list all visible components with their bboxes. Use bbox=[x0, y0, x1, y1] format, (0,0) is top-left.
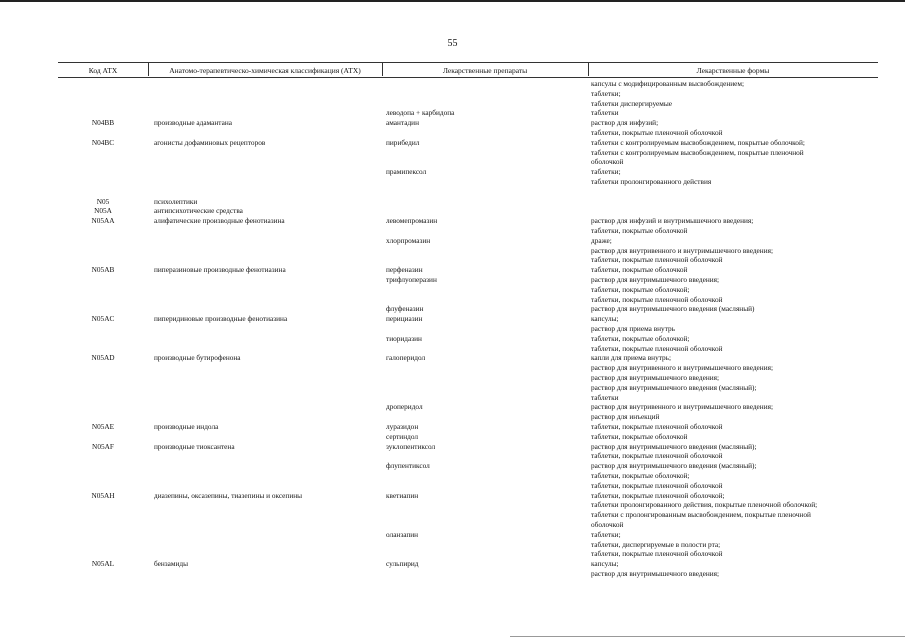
atc-class: агонисты дофаминовых рецепторов bbox=[154, 137, 266, 147]
dosage-form: раствор для внутримышечного введения (масляный); bbox=[591, 441, 757, 451]
drug-name: пирибедил bbox=[386, 137, 420, 147]
drug-name: луразидон bbox=[386, 422, 419, 431]
dosage-form: таблетки, покрытые пленочной оболочкой bbox=[591, 294, 723, 304]
atc-class: производные бутирофенона bbox=[154, 353, 241, 363]
atc-class: пиперазиновые производные фенотиазина bbox=[154, 265, 286, 275]
header-atc-code: Код АТХ bbox=[88, 66, 118, 75]
drug-name: сертиндол bbox=[386, 431, 419, 441]
drug-name: амантадин bbox=[386, 118, 419, 128]
atc-code: N05AC bbox=[91, 314, 115, 324]
drug-name: перициазин bbox=[386, 314, 423, 324]
atc-code: N05A bbox=[94, 206, 112, 216]
dosage-form: раствор для внутримышечного введения; bbox=[591, 275, 720, 284]
drug-name: левомепромазин bbox=[386, 216, 438, 226]
header-dosage-forms: Лекарственные формы bbox=[696, 66, 770, 75]
dosage-form: таблетки пролонгированного действия, покрытые пленочной оболочкой; bbox=[591, 500, 818, 510]
atc-code: N05AA bbox=[91, 216, 115, 226]
dosage-form: раствор для внутривенного и внутримышечного введения; bbox=[591, 245, 773, 255]
atc-class: алифатические производные фенотиазина bbox=[154, 216, 285, 226]
dosage-form: раствор для внутримышечного введения (масляный); bbox=[591, 382, 757, 392]
dosage-form: таблетки; bbox=[591, 167, 621, 177]
dosage-form: капсулы; bbox=[591, 559, 619, 569]
dosage-form: капли для приема внутрь; bbox=[591, 353, 671, 363]
drug-name: флупентиксол bbox=[386, 461, 430, 471]
dosage-form: раствор для внутримышечного введения; bbox=[591, 569, 720, 578]
drug-name: прамипексол bbox=[386, 167, 427, 177]
dosage-form: драже; bbox=[591, 235, 612, 245]
drug-name: кветиапин bbox=[386, 490, 419, 500]
atc-class: производные тиоксантена bbox=[154, 441, 235, 451]
dosage-form: таблетки, покрытые пленочной оболочкой bbox=[591, 549, 723, 559]
atc-code: N05AF bbox=[92, 441, 114, 451]
dosage-form: раствор для инфузий; bbox=[591, 118, 659, 128]
drug-name: дроперидол bbox=[386, 402, 423, 412]
atc-code: N04BC bbox=[91, 137, 115, 147]
atc-class: психолептики bbox=[154, 196, 198, 206]
dosage-form: таблетки диспергируемые bbox=[591, 98, 673, 108]
dosage-form: таблетки с контролируемым высвобождением, покрытые пленочной bbox=[591, 147, 804, 157]
dosage-form: таблетки, покрытые оболочкой; bbox=[591, 333, 690, 343]
atc-code: N05AL bbox=[91, 559, 115, 569]
bottom-border bbox=[510, 636, 905, 637]
dosage-form: таблетки, покрытые оболочкой; bbox=[591, 471, 690, 480]
drug-name: леводопа + карбидопа bbox=[386, 108, 455, 118]
dosage-form: таблетки bbox=[591, 108, 619, 118]
drug-name: сульпирид bbox=[386, 559, 419, 569]
dosage-form: капсулы с модифицированным высвобождением; bbox=[591, 79, 745, 88]
dosage-form: раствор для внутримышечного введения (масляный); bbox=[591, 461, 757, 471]
dosage-form: раствор для инъекций bbox=[591, 412, 660, 422]
page-number: 55 bbox=[447, 38, 458, 49]
dosage-form: раствор для внутримышечного введения; bbox=[591, 373, 720, 382]
drug-name: зуклопентиксол bbox=[386, 441, 436, 451]
atc-class: бензамиды bbox=[154, 559, 189, 569]
atc-code: N05 bbox=[96, 196, 110, 206]
dosage-form: таблетки; bbox=[591, 529, 621, 539]
drug-name: флуфеназин bbox=[386, 304, 424, 314]
dosage-form: таблетки с пролонгированным высвобождением, покрытые пленочной bbox=[591, 510, 811, 520]
dosage-form: таблетки, покрытые пленочной оболочкой bbox=[591, 480, 723, 490]
dosage-form: таблетки с контролируемым высвобождением, покрытые оболочкой; bbox=[591, 137, 805, 147]
dosage-form: раствор для внутримышечного введения (масляный) bbox=[591, 304, 755, 314]
header-drugs: Лекарственные препараты bbox=[442, 66, 528, 75]
dosage-form: таблетки, покрытые пленочной оболочкой; bbox=[591, 490, 725, 500]
drug-name: трифлуоперазин bbox=[386, 275, 437, 284]
dosage-form: таблетки; bbox=[591, 88, 621, 98]
drug-name: тиоридазин bbox=[386, 333, 422, 343]
drug-name: хлорпромазин bbox=[386, 235, 431, 245]
atc-code: N05AE bbox=[91, 422, 115, 431]
dosage-form: таблетки, покрытые пленочной оболочкой bbox=[591, 422, 723, 431]
dosage-form: раствор для инфузий и внутримышечного введения; bbox=[591, 216, 754, 226]
dosage-form: таблетки пролонгированного действия bbox=[591, 177, 712, 186]
dosage-form: таблетки, покрытые оболочкой bbox=[591, 431, 688, 441]
dosage-form: таблетки, покрытые оболочкой; bbox=[591, 284, 690, 294]
header-atc-classification: Анатомо-терапевтическо-химическая классификация (АТХ) bbox=[169, 66, 361, 75]
atc-code: N05AD bbox=[91, 353, 115, 363]
dosage-form: оболочкой bbox=[591, 520, 624, 529]
dosage-form: таблетки, диспергируемые в полости рта; bbox=[591, 539, 721, 549]
atc-code: N05AH bbox=[91, 490, 115, 500]
dosage-form: таблетки, покрытые оболочкой bbox=[591, 265, 688, 275]
atc-code: N05AB bbox=[91, 265, 115, 275]
dosage-form: таблетки, покрытые оболочкой bbox=[591, 226, 688, 235]
top-border bbox=[0, 0, 905, 2]
dosage-form: раствор для приема внутрь bbox=[591, 324, 675, 333]
atc-class: производные индола bbox=[154, 422, 219, 431]
drug-name: оланзапин bbox=[386, 529, 419, 539]
dosage-form: оболочкой bbox=[591, 157, 624, 167]
atc-class: антипсихотические средства bbox=[154, 206, 243, 216]
dosage-form: таблетки, покрытые пленочной оболочкой bbox=[591, 343, 723, 353]
drug-name: галоперидол bbox=[386, 353, 426, 363]
atc-class: диазепины, оксазепины, тиазепины и оксепины bbox=[154, 490, 303, 500]
atc-class: производные адамантана bbox=[154, 118, 232, 128]
dosage-form: капсулы; bbox=[591, 314, 619, 324]
dosage-form: таблетки, покрытые пленочной оболочкой bbox=[591, 451, 723, 461]
dosage-form: таблетки, покрытые пленочной оболочкой bbox=[591, 128, 723, 137]
dosage-form: раствор для внутривенного и внутримышечного введения; bbox=[591, 402, 773, 412]
dosage-form: раствор для внутривенного и внутримышечного введения; bbox=[591, 363, 773, 373]
dosage-form: таблетки, покрытые пленочной оболочкой bbox=[591, 255, 723, 265]
dosage-form: таблетки bbox=[591, 392, 619, 402]
atc-code: N04BB bbox=[91, 118, 115, 128]
drug-name: перфеназин bbox=[386, 265, 423, 275]
atc-class: пиперидиновые производные фенотиазина bbox=[154, 314, 288, 324]
